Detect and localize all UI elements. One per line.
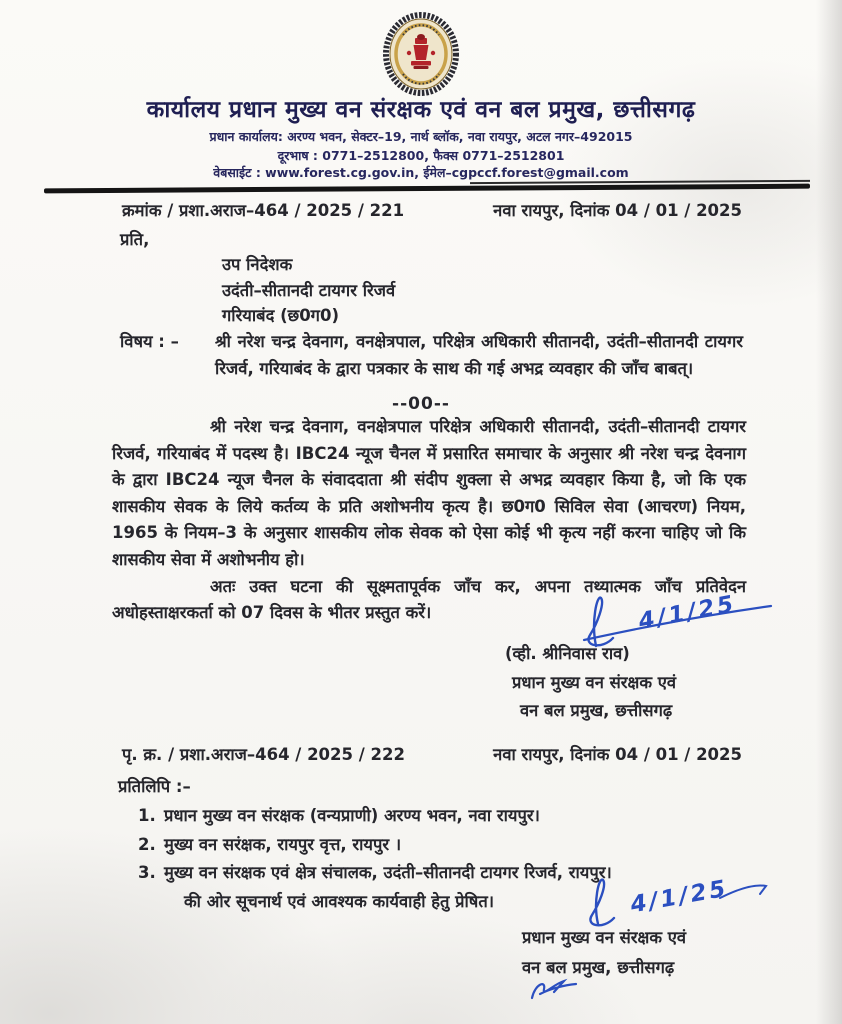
addressee-line-1: उप निदेशक (222, 255, 293, 274)
copy-item-text: मुख्य वन संरक्षक एवं क्षेत्र संचालक, उदंती–सीतानदी टायगर रिजर्व, रायपुर। (164, 863, 612, 882)
reference-serial: 221 (369, 201, 405, 220)
handwritten-initial-scribble (526, 976, 582, 1006)
header-rule (44, 184, 810, 194)
handwritten-date: 4/1/25 (636, 590, 739, 636)
reference-row (0, 198, 842, 221)
signatory-name: (व्ही. श्रीनिवास राव) (505, 644, 630, 663)
handwritten-date: 4/1/25 (628, 875, 731, 919)
copy-item-text: प्रधान मुख्य वन संरक्षक (वन्यप्राणी) अरण्य भवन, नवा रायपुर। (164, 806, 540, 825)
copy-to-label: प्रतिलिपि :– (118, 777, 191, 796)
addressee-salutation: प्रति, (120, 230, 150, 249)
endorsement-number (122, 742, 405, 765)
office-title: कार्यालय प्रधान मुख्य वन संरक्षक एवं वन बल प्रमुख, छत्तीसगढ़ (146, 97, 696, 123)
endorsement-designation-1: प्रधान मुख्य वन संरक्षक एवं (522, 928, 687, 947)
copy-item-number: 2. (138, 834, 156, 854)
letter-body (112, 414, 746, 627)
addressee-block (222, 252, 395, 329)
subject-label: विषय : – (120, 332, 179, 351)
endorsement-number-prefix: पृ. क्र. / प्रशा.अराज–464 / 2025 / (122, 745, 371, 764)
copy-item-text: मुख्य वन सरंक्षक, रायपुर वृत्त, रायपुर । (164, 834, 402, 854)
section-divider: --00-- (392, 394, 450, 414)
subject-text: श्री नरेश चन्द्र देवनाग, वनक्षेत्रपाल, परिक्षेत्र अधिकारी सीतानदी, उदंती–सीतानदी टायगर रिजर्व, गरियाबंद के द्वारा पत्रकार के साथ की गई अभद्र व्यवहार की जाँच बाबत्। (215, 332, 743, 378)
reference-number (122, 198, 404, 221)
endorsement-place-date: नवा रायपुर, दिनांक 04 / 01 / 2025 (493, 745, 742, 764)
copy-item (138, 859, 612, 888)
copy-to-list (138, 802, 612, 916)
endorsement-serial: 222 (370, 745, 405, 764)
endorsement-reference-row (0, 742, 842, 765)
office-website-line: वेबसाईट : www.forest.cg.gov.in, ईमेल–cgpccf.forest@gmail.com (213, 165, 629, 180)
copy-item (138, 831, 612, 860)
copy-item-number: 1. (138, 806, 156, 825)
addressee-line-3: गरियाबंद (छ0ग0) (222, 306, 339, 325)
body-paragraph-2: अतः उक्त घटना की सूक्ष्मतापूर्वक जाँच कर, अपना तथ्यात्मक जाँच प्रतिवेदन अधोहस्ताक्षरकर्ता को 07 दिवस के भीतर प्रस्तुत करें। (112, 576, 746, 623)
addressee-line-2: उदंती–सीतानदी टायगर रिजर्व (222, 280, 396, 300)
copy-item-number: 3. (138, 863, 156, 882)
body-paragraph-1: श्री नरेश चन्द्र देवनाग, वनक्षेत्रपाल परिक्षेत्र अधिकारी सीतानदी, उदंती–सीतानदी टायगर रिजर्व, गरियाबंद में पदस्थ है। IBC24 न्यूज चैनल में प्रसारित समाचार के अनुसार श्री नरेश चन्द्र देवनाग के द्वारा IBC24 न्यूज चैनल के संवाददाता श्री संदीप शुक्ला से अभद्र व्यवहार किया है, जो कि एक शासकीय सेवक के लिये कर्तव्य के प्रति अशोभनीय कृत्य है। छ0ग0 सिविल सेवा (आचरण) नियम, 1965 के नियम–3 के अनुसार शासकीय लोक सेवक को ऐसा कोई भी कृत्य नहीं करना चाहिए जो कि शासकीय सेवा में अशोभनीय हो। (112, 417, 746, 569)
office-phone-line: दूरभाष : 0771–2512800, फैक्स 0771–2512801 (277, 148, 565, 163)
signatory-designation-2: वन बल प्रमुख, छत्तीसगढ़ (520, 701, 673, 720)
signatory-designation-1: प्रधान मुख्य वन संरक्षक एवं (512, 673, 677, 692)
state-emblem-logo (378, 8, 464, 100)
reference-number-prefix: क्रमांक / प्रशा.अराज–464 / 2025 / (122, 201, 370, 220)
endorsement-designation-2: वन बल प्रमुख, छत्तीसगढ़ (522, 958, 675, 977)
copy-item (138, 802, 612, 831)
place-date-line: नवा रायपुर, दिनांक 04 / 01 / 2025 (493, 201, 742, 220)
copy-footer-note: की ओर सूचनार्थ एवं आवश्यक कार्यवाही हेतु प्रेषित। (184, 891, 495, 911)
office-address-line: प्रधान कार्यालय: अरण्य भवन, सेक्टर–19, नार्थ ब्लॉक, नवा रायपुर, अटल नगर–492015 (209, 129, 633, 144)
